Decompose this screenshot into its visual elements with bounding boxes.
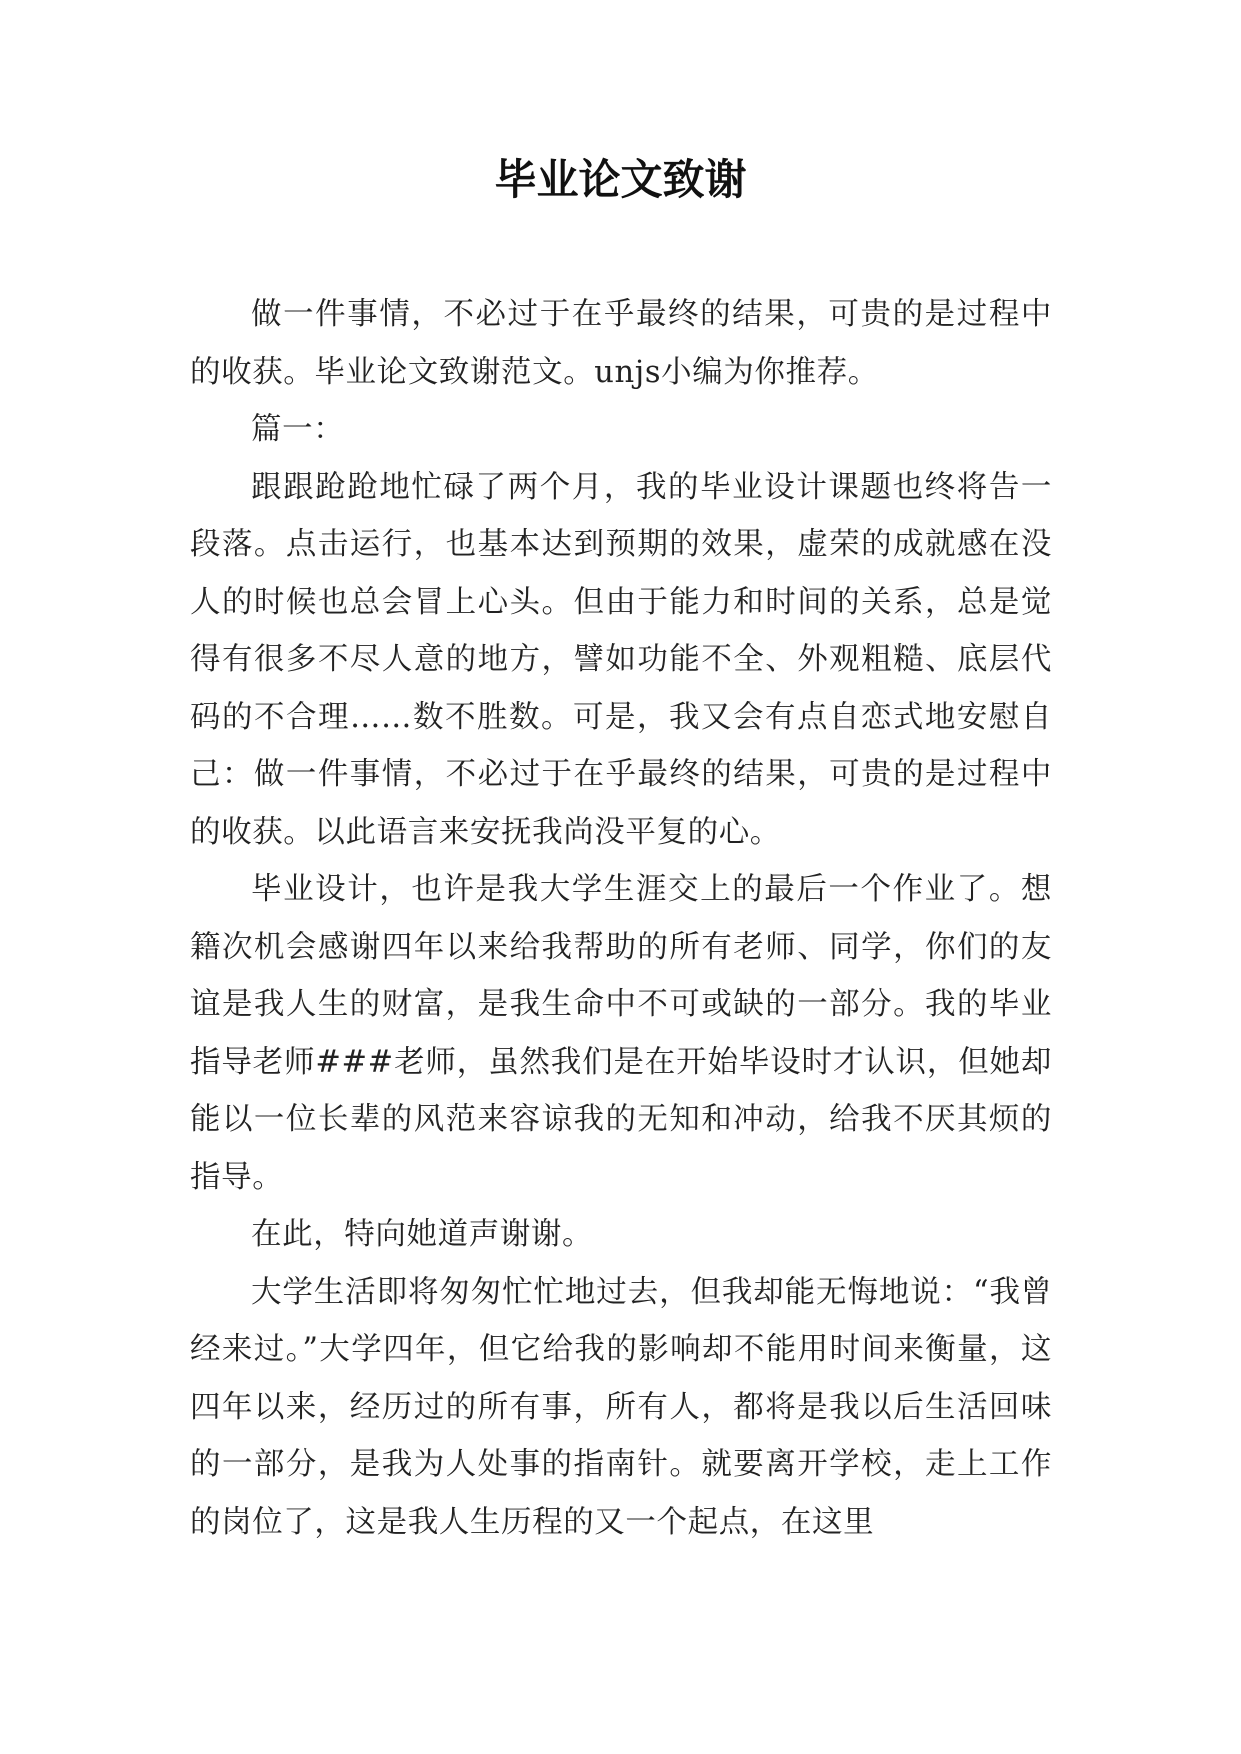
paragraph-intro: 做一件事情，不必过于在乎最终的结果，可贵的是过程中的收获。毕业论文致谢范文。unjs小编为你推荐。	[190, 297, 1052, 390]
paragraph-design-reflection: 跟跟跄跄地忙碌了两个月，我的毕业设计课题也终将告一段落。点击运行，也基本达到预期的效果，虚荣的成就感在没人的时候也总会冒上心头。但由于能力和时间的关系，总是觉得有很多不尽人意的地方，譬如功能不全、外观粗糙、底层代码的不合理……数不胜数。可是，我又会有点自恋式地安慰自己：做一件事情，不必过于在乎最终的结果，可贵的是过程中的收获。以此语言来安抚我尚没平复的心。	[190, 469, 1052, 850]
paragraph-thanks-advisor: 在此，特向她道声谢谢。	[251, 1217, 594, 1252]
paragraph-thanks-teachers: 毕业设计，也许是我大学生涯交上的最后一个作业了。想籍次机会感谢四年以来给我帮助的所有老师、同学，你们的友谊是我人生的财富，是我生命中不可或缺的一部分。我的毕业指导老师###老师，虽然我们是在开始毕设时才认识，但她却能以一位长辈的风范来容谅我的无知和冲动，给我不厌其烦的指导。	[190, 872, 1052, 1195]
document-body	[190, 286, 1052, 1551]
paragraph-section-heading: 篇一：	[251, 412, 345, 447]
document-title: 毕业论文致谢	[494, 155, 747, 204]
paragraph-university-life: 大学生活即将匆匆忙忙地过去，但我却能无悔地说：“我曾经来过。”大学四年，但它给我的影响却不能用时间来衡量，这四年以来，经历过的所有事，所有人，都将是我以后生活回味的一部分，是我为人处事的指南针。就要离开学校，走上工作的岗位了，这是我人生历程的又一个起点，在这里	[190, 1274, 1052, 1540]
